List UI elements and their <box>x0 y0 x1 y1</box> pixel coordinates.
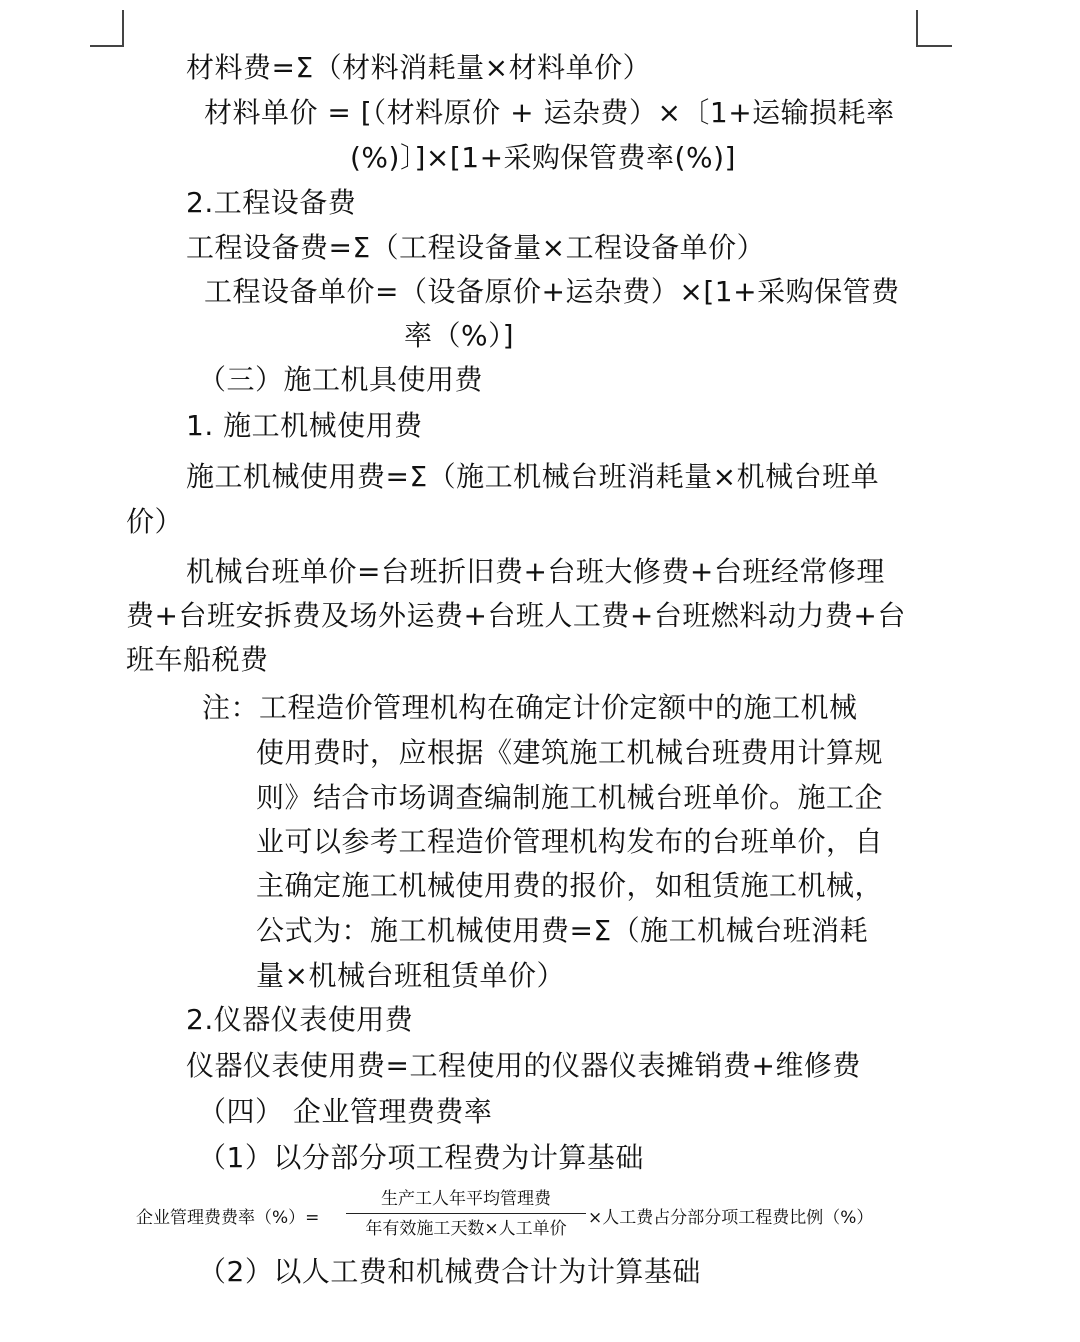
section-heading-machinery: （三）施工机具使用费 <box>198 363 484 396</box>
material-unit-price-formula-line2: (%)〕]×[1+采购保管费率(%)] <box>350 141 736 174</box>
note-line5: 主确定施工机械使用费的报价，如租赁施工机械， <box>256 869 884 902</box>
section-heading-management-fee: （四） 企业管理费费率 <box>198 1095 493 1128</box>
note-line7: 量×机械台班租赁单价） <box>256 959 565 992</box>
crop-mark-top-right <box>916 10 952 47</box>
instrument-cost-formula: 仪器仪表使用费=工程使用的仪器仪表摊销费+维修费 <box>186 1049 861 1082</box>
formula-lhs: 企业管理费费率（%）= <box>136 1208 320 1228</box>
section-heading-equipment: 2.工程设备费 <box>186 186 357 219</box>
equipment-unit-price-formula-line2: 率（%）] <box>404 319 515 352</box>
shift-unit-price-formula-line3: 班车船税费 <box>126 643 269 676</box>
machinery-cost-formula-line1: 施工机械使用费=Σ（施工机械台班消耗量×机械台班单 <box>186 460 880 493</box>
note-line6: 公式为：施工机械使用费=Σ（施工机械台班消耗 <box>256 914 869 947</box>
note-line3: 则》结合市场调查编制施工机械台班单价。施工企 <box>256 781 884 814</box>
equipment-cost-formula: 工程设备费=Σ（工程设备量×工程设备单价） <box>186 231 766 264</box>
material-unit-price-formula-line1: 材料单价 = [（材料原价 + 运杂费）×〔1+运输损耗率 <box>204 96 895 129</box>
note-line2: 使用费时，应根据《建筑施工机械台班费用计算规 <box>256 736 884 769</box>
note-line1: 注：工程造价管理机构在确定计价定额中的施工机械 <box>202 691 858 724</box>
formula-numerator: 生产工人年平均管理费 <box>381 1189 551 1209</box>
formula-fraction <box>346 1186 586 1242</box>
material-cost-formula: 材料费=Σ（材料消耗量×材料单价） <box>186 51 652 84</box>
formula-denominator: 年有效施工天数×人工单价 <box>365 1219 567 1239</box>
subsection-heading-machinery-use: 1. 施工机械使用费 <box>186 409 423 442</box>
crop-mark-top-left <box>90 10 124 47</box>
note-line4: 业可以参考工程造价管理机构发布的台班单价，自 <box>256 825 884 858</box>
shift-unit-price-formula-line1: 机械台班单价=台班折旧费+台班大修费+台班经常修理 <box>186 555 885 588</box>
machinery-cost-formula-line2: 价） <box>126 505 184 538</box>
basis-heading-1: （1）以分部分项工程费为计算基础 <box>198 1141 644 1174</box>
formula-rhs: ×人工费占分部分项工程费比例（%） <box>588 1208 874 1228</box>
subsection-heading-instruments: 2.仪器仪表使用费 <box>186 1003 414 1036</box>
shift-unit-price-formula-line2: 费+台班安拆费及场外运费+台班人工费+台班燃料动力费+台 <box>126 599 906 632</box>
equipment-unit-price-formula-line1: 工程设备单价=（设备原价+运杂费）×[1+采购保管费 <box>204 275 900 308</box>
fraction-bar <box>346 1213 586 1214</box>
basis-heading-2: （2）以人工费和机械费合计为计算基础 <box>198 1255 701 1288</box>
